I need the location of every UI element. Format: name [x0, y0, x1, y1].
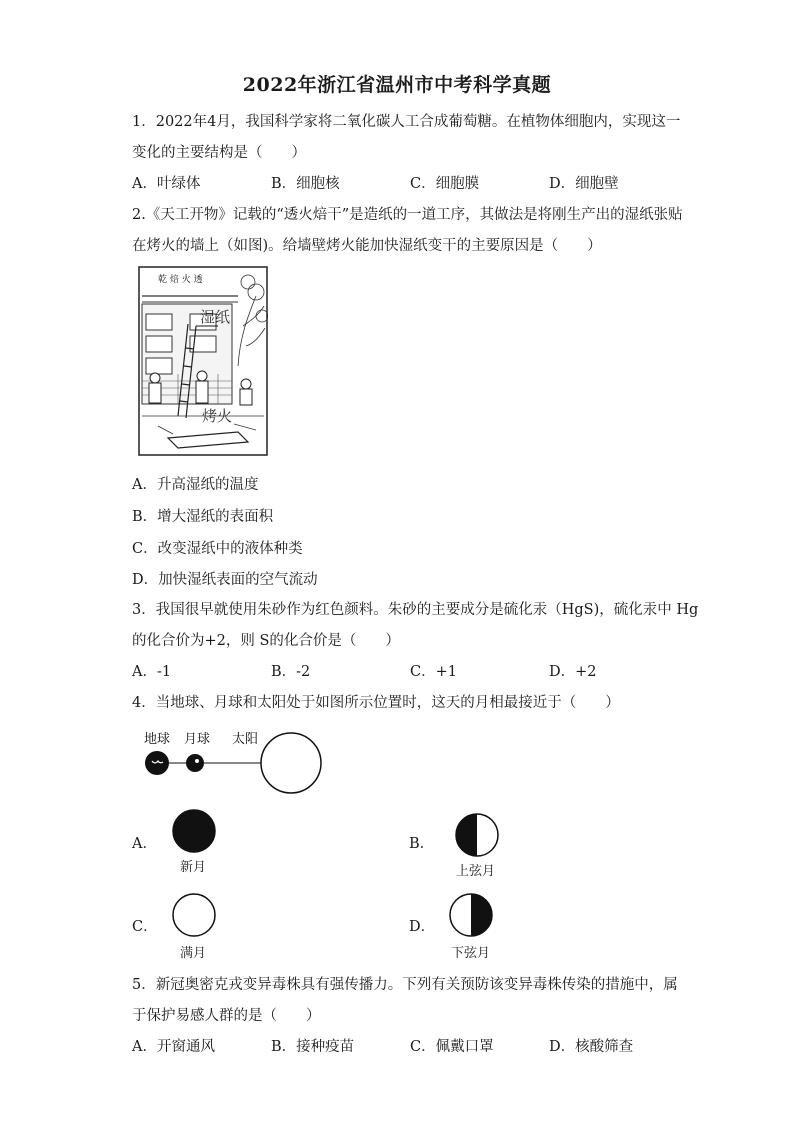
q1-option-a[interactable]: A．叶绿体 — [132, 176, 201, 192]
earth-moon-sun-diagram — [140, 727, 330, 797]
label-moon: 月球 — [184, 732, 211, 747]
q4-option-d-label: 下弦月 — [451, 946, 491, 961]
q4-option-d-letter[interactable]: D． — [409, 919, 436, 935]
q4-option-a-label: 新月 — [180, 860, 207, 875]
label-wet-paper: 湿纸 — [200, 308, 231, 326]
q4-option-b-letter[interactable]: B． — [409, 836, 435, 852]
q5-option-c[interactable]: C．佩戴口罩 — [410, 1039, 494, 1055]
q5-option-b[interactable]: B．接种疫苗 — [271, 1039, 355, 1055]
q2-option-d[interactable]: D．加快湿纸表面的空气流动 — [132, 572, 318, 588]
figure-caption: 乾 焙 火 透 — [158, 275, 203, 285]
full-moon-icon[interactable] — [171, 892, 217, 938]
q5-option-d[interactable]: D．核酸筛查 — [549, 1039, 634, 1055]
sun-icon — [261, 733, 321, 793]
q3-line1: 3．我国很早就使用朱砂作为红色颜料。朱砂的主要成分是硫化汞（HgS)，硫化汞中 Hg — [132, 602, 699, 618]
q3-option-c[interactable]: C．+1 — [410, 664, 457, 680]
q3-option-b[interactable]: B．-2 — [271, 664, 311, 680]
first-quarter-moon-icon[interactable] — [454, 812, 500, 858]
last-quarter-moon-icon[interactable] — [448, 892, 494, 938]
q5-line1: 5．新冠奥密克戎变异毒株具有强传播力。下列有关预防该变异毒株传染的措施中，属 — [132, 977, 678, 993]
q2-line2: 在烤火的墙上（如图)。给墙壁烤火能加快湿纸变干的主要原因是（ ） — [132, 238, 602, 254]
label-sun: 太阳 — [232, 732, 259, 747]
q2-option-c[interactable]: C．改变湿纸中的液体种类 — [132, 541, 303, 557]
q4-option-c-label: 满月 — [180, 946, 207, 961]
page-title: 2022年浙江省温州市中考科学真题 — [242, 74, 552, 96]
moon-icon — [186, 754, 204, 772]
q3-option-a[interactable]: A．-1 — [132, 664, 172, 680]
q1-option-b[interactable]: B．细胞核 — [271, 176, 340, 192]
q1-line1: 1．2022年4月，我国科学家将二氧化碳人工合成葡萄糖。在植物体细胞内，实现这一 — [132, 114, 681, 130]
q1-line2: 变化的主要结构是（ ） — [132, 145, 306, 161]
q2-option-a[interactable]: A．升高湿纸的温度 — [132, 477, 259, 493]
q4-option-a-letter[interactable]: A． — [132, 836, 157, 852]
q5-option-a[interactable]: A．开窗通风 — [132, 1039, 215, 1055]
paper-drying-figure — [138, 266, 268, 456]
earth-icon — [145, 751, 169, 775]
q3-line2: 的化合价为+2，则 S的化合价是（ ） — [132, 633, 400, 649]
label-fire: 烤火 — [202, 407, 233, 425]
q4-option-c-letter[interactable]: C． — [132, 919, 158, 935]
q4-option-b-label: 上弦月 — [456, 864, 496, 879]
q4-line1: 4．当地球、月球和太阳处于如图所示位置时，这天的月相最接近于（ ） — [132, 695, 620, 711]
q5-line2: 于保护易感人群的是（ ） — [132, 1008, 321, 1024]
q1-option-d[interactable]: D．细胞壁 — [549, 176, 619, 192]
q2-option-b[interactable]: B．增大湿纸的表面积 — [132, 509, 274, 525]
q2-line1: 2.《天工开物》记载的“透火焙干”是造纸的一道工序，其做法是将刚生产出的湿纸张贴 — [132, 207, 683, 223]
q1-option-c[interactable]: C．细胞膜 — [410, 176, 480, 192]
label-earth: 地球 — [144, 732, 171, 747]
new-moon-icon[interactable] — [171, 808, 217, 854]
q3-option-d[interactable]: D．+2 — [549, 664, 597, 680]
